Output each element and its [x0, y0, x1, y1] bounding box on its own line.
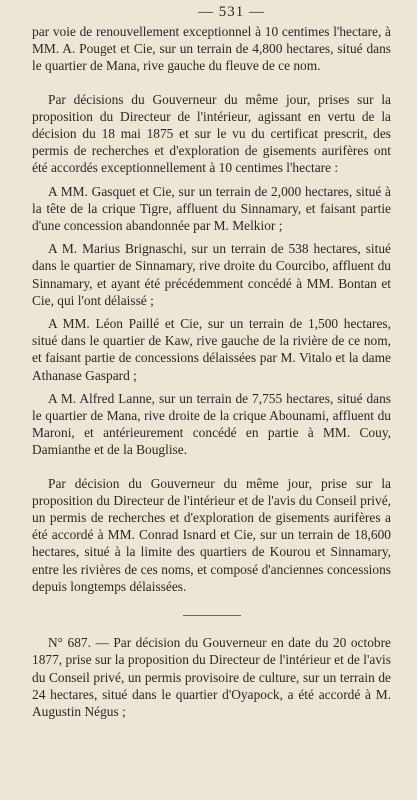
spacer: [32, 459, 391, 475]
paragraph-gasquet: A MM. Gasquet et Cie, sur un terrain de 2,000 hectares, situé à la tête de la crique Tigre, affluent du Sinnamary, et faisant partie d'une concession abandonnée par M. Melkior ;: [32, 183, 391, 234]
paragraph-brignaschi: A M. Marius Brignaschi, sur un terrain de 538 hectares, situé dans le quartier de Sinnamary, rive droite du Courcibo, affluent du Sinnamary, et ayant été précédemment concédé à MM. Bontan et Cie, qui l'ont délaissé ;: [32, 241, 391, 308]
section-separator: [183, 615, 241, 616]
paragraph-no-687: N° 687. — Par décision du Gouverneur en date du 20 octobre 1877, prise sur la proposition du Directeur de l'intérieur et de l'avis du Conseil privé, un permis provisoire de culture, sur un terrain de 24 hectares, situé dans le quartier d'Oyapock, a été accordé à M. Augustin Négus ;: [32, 635, 391, 719]
page-number: — 531 —: [198, 4, 265, 20]
paragraph-continuation: par voie de renouvellement exceptionnel à 10 centimes l'hectare, à MM. A. Pouget et Cie, sur un terrain de 4,800 hectares, situé dans le quartier de Mana, rive gauche du fleuve de ce nom.: [32, 24, 391, 74]
paragraph-paille: A MM. Léon Paillé et Cie, sur un terrain de 1,500 hectares, situé dans le quartier de Kaw, rive gauche de la rivière de ce nom, et faisant partie de concessions délaissées par M. Vitalo et la dame Athanase Gaspard ;: [32, 316, 391, 383]
paragraph-decisions-intro: Par décisions du Gouverneur du même jour, prises sur la proposition du Directeur de l'intérieur, agissant en vertu de la décision du 18 mai 1875 et sur le vu du certificat prescrit, des permis de recherches et d'exploration de gisements aurifères ont été accordés exceptionnellement à 10 centimes l'hectare :: [32, 91, 391, 176]
paragraph-lanne: A M. Alfred Lanne, sur un terrain de 7,755 hectares, situé dans le quartier de Mana, rive droite de la crique Abounami, affluent du Maroni, et antérieurement concédé en partie à MM. Couy, Damianthe et de la Bouglise.: [32, 390, 391, 458]
paragraph-isnard: Par décision du Gouverneur du même jour, prise sur la proposition du Directeur de l'intérieur et de l'avis du Conseil privé, un permis de recherches et d'exploration de gisements aurifères a été accordé à MM. Conrad Isnard et Cie, sur un terrain de 18,600 hectares, situé à la limite des quartiers de Kourou et Sinnamary, entre les rivières de ces noms, et composé d'anciennes concessions depuis longtemps délaissées.: [32, 475, 391, 594]
spacer: [32, 75, 391, 91]
